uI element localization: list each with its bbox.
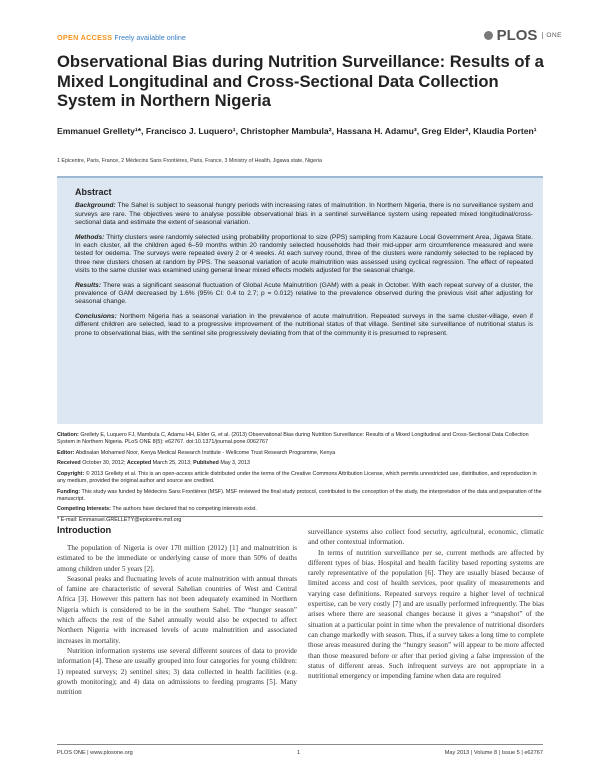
methods-text: Thirty clusters were randomly selected using probability proportional to size (PPS) sampling from Kazaure Local Government Area, Jigawa State. In each cluster, all the children aged 6–59 months within 20 randomly selected households had their mid-upper arm circumference measured and were tested for oedema. The surveys were repeated every 2 or 4 weeks. At each survey round, three of the clusters were randomly selected to be replaced by three new clusters chosen at random by PPS. The seasonal variation of acute malnutrition was assessed using cyclical regression. The effect of repeated visits to the same cluster was examined using general linear mixed effects models adjusted for the seasonal change. — [75, 233, 533, 275]
copyright — [57, 471, 543, 485]
article-metadata — [57, 432, 543, 528]
abstract-heading: Abstract — [75, 187, 112, 197]
conclusions-label: Conclusions: — [75, 312, 117, 320]
interests-text: The authors have declared that no competing interests exist. — [112, 506, 257, 513]
open-access-label: OPEN ACCESS — [57, 33, 113, 42]
funding — [57, 489, 543, 503]
conclusions-text: Northern Nigeria has a seasonal variation in the prevalence of acute malnutrition. Repeated surveys in the same cluster-village, even if different children are selected, lead to a progressive improvement of the nutritional status of that village. Sentinel site surveillance of nutritional status is prone to observational bias, with the sentinel site progressively deviating from that of the community it is presumed to represent. — [75, 312, 533, 337]
copyright-label: Copyright: — [57, 471, 85, 478]
citation-label: Citation: — [57, 432, 79, 438]
journal-logo — [484, 27, 562, 44]
accepted-label: Accepted — [126, 460, 152, 467]
funding-label: Funding: — [57, 488, 81, 495]
footer-issue-info: May 2013 | Volume 8 | Issue 5 | e62767 — [444, 750, 543, 756]
article-title: Observational Bias during Nutrition Surveillance: Results of a Mixed Longitudinal and Cross-Sectional Data Collection System in Northern Nigeria — [57, 52, 544, 110]
methods-label: Methods: — [75, 233, 105, 241]
footer-divider — [57, 744, 543, 745]
published-date: May 3, 2013 — [220, 460, 251, 467]
background-text: The Sahel is subject to seasonal hungry periods with increasing rates of malnutrition. In Northern Nigeria, there is no surveillance system and surveys are rare. The objectives were to analyse possible observational bias in a sentinel surveillance system using repeated mixed longitudinal/cross-sectional data and estimate the extent of seasonal variation. — [75, 202, 533, 227]
abstract-conclusions — [75, 313, 533, 338]
intro-paragraph-1: The population of Nigeria is over 170 million (2012) [1] and malnutrition is estimated to be the immediate or underlying cause of more than 50% of deaths among children under 5 years [2]. — [57, 544, 297, 573]
intro-paragraph-2: Seasonal peaks and fluctuating levels of acute malnutrition with annual threats of famine are characteristic of several Sahelian countries of West and Central Africa [3]. However this pattern has not been adequately examined in Northern Nigeria which is considered to be in the southern Sahel. The “hunger season” which affects the rest of the Sahel annually would also be expected to affect Northern Nigeria with increased levels of acute malnutrition and associated increases in mortality. — [57, 574, 297, 645]
author-list: Emmanuel Grellety¹*, Francisco J. Luquero¹, Christopher Mambula², Hassana H. Adamu³, Greg Elder², Klaudia Porten¹ — [57, 126, 537, 136]
funding-text: This study was funded by Médecins Sans Frontières (MSF). MSF reviewed the final study protocol, contributed to the conception of the study, the interpretation of the data and preparation of the manuscript. — [57, 488, 542, 502]
affiliations: 1 Epicentre, Paris, France, 2 Médecins Sans Frontières, Paris, France, 3 Ministry of Health, Jigawa state, Nigeria — [57, 158, 322, 164]
dates — [57, 460, 543, 467]
abstract-results — [75, 282, 533, 307]
right-column — [308, 527, 544, 681]
editor-text: Abdisalan Mohamed Noor, Kenya Medical Research Institute - Wellcome Trust Research Programme, Kenya — [75, 449, 336, 456]
left-column — [57, 543, 297, 697]
results-label: Results: — [75, 281, 102, 289]
received-date: October 30, 2012; — [82, 460, 126, 467]
abstract-methods — [75, 234, 533, 276]
open-access-badge — [57, 33, 186, 42]
journal-logo-sub: ONE — [542, 32, 562, 39]
editor-label: Editor: — [57, 449, 75, 456]
background-label: Background: — [75, 202, 116, 210]
plos-logo-icon — [484, 31, 493, 40]
freely-available-label: Freely available online — [114, 33, 186, 42]
corresponding-email[interactable]: * E-mail: Emmanuel.GRELLETY@epicentre.msf.org — [57, 517, 182, 524]
page-number: 1 — [297, 750, 301, 756]
editor — [57, 450, 543, 457]
published-label: Published — [193, 460, 219, 467]
intro-paragraph-4: surveillance systems also collect food security, agricultural, economic, climatic and other contextual information. — [308, 528, 544, 547]
section-divider — [57, 516, 543, 517]
accepted-date: March 25, 2013; — [152, 460, 192, 467]
abstract-background — [75, 202, 533, 227]
intro-paragraph-3: Nutrition information systems use several different sources of data to provide information [4]. These are usually grouped into four categories for young children: 1) repeated surveys; 2) sentinel sites; 3) data collected in health facilities (e.g. growth monitoring); and 4) data on admissions to feeding programs [5]. Many nutrition — [57, 646, 297, 697]
citation — [57, 432, 543, 446]
copyright-text: © 2013 Grellety et al. This is an open-access article distributed under the terms of the Creative Commons Attribution License, which permits unrestricted use, distribution, and reproduction in any medium, provided the original author and source are credited. — [57, 471, 537, 484]
results-text: There was a significant seasonal fluctuation of Global Acute Malnutrition (GAM) with a peak in October. With each repeat survey of a cluster, the prevalence of GAM decreased by 1.6% (95% CI: 0.4 to 2.7; p = 0.012) relative to the prevalence observed during the previous visit after adjusting for seasonal change. — [75, 281, 533, 306]
citation-text: Grellety E, Luquero FJ, Mambula C, Adamu HH, Elder G, et al. (2013) Observational Bias during Nutrition Surveillance: Results of a Mixed Longitudinal and Cross-Sectional Data Collection System in Northern Nigeria. PLoS ONE 8(5): e62767. doi:10.1371/journal.pone.0062767 — [57, 432, 529, 445]
introduction-heading: Introduction — [57, 525, 112, 535]
interests-label: Competing Interests: — [57, 506, 111, 513]
abstract-box — [57, 176, 543, 424]
journal-logo-text: PLOS — [496, 27, 538, 44]
competing-interests — [57, 506, 543, 513]
footer-journal-url[interactable]: PLOS ONE | www.plosone.org — [57, 750, 133, 756]
intro-paragraph-5: In terms of nutrition surveillance per se, current methods are affected by different types of bias. Hospital and health facility based reporting systems are rarely representative of the population [6]. They are usually biased because of limited access and cost of health services, poor quality of measurements and varying case definitions. Repeated surveys require a higher level of technical expertise, can be very costly [7] and are usually performed infrequently. The bias arises where there are seasonal changes because it gives a “snapshot” of the situation at a particular point in time when the prevalence of nutritional disorders can change markedly with season. Thus, if a survey takes a long time to complete those areas measured during the “hungry season” will appear to be more affected than those measured before or after that period giving a false impression of the status of different areas. Such infrequent surveys are not appropriate in a nutritional emergency or impending famine when data are required — [308, 548, 544, 681]
received-label: Received — [57, 460, 81, 467]
